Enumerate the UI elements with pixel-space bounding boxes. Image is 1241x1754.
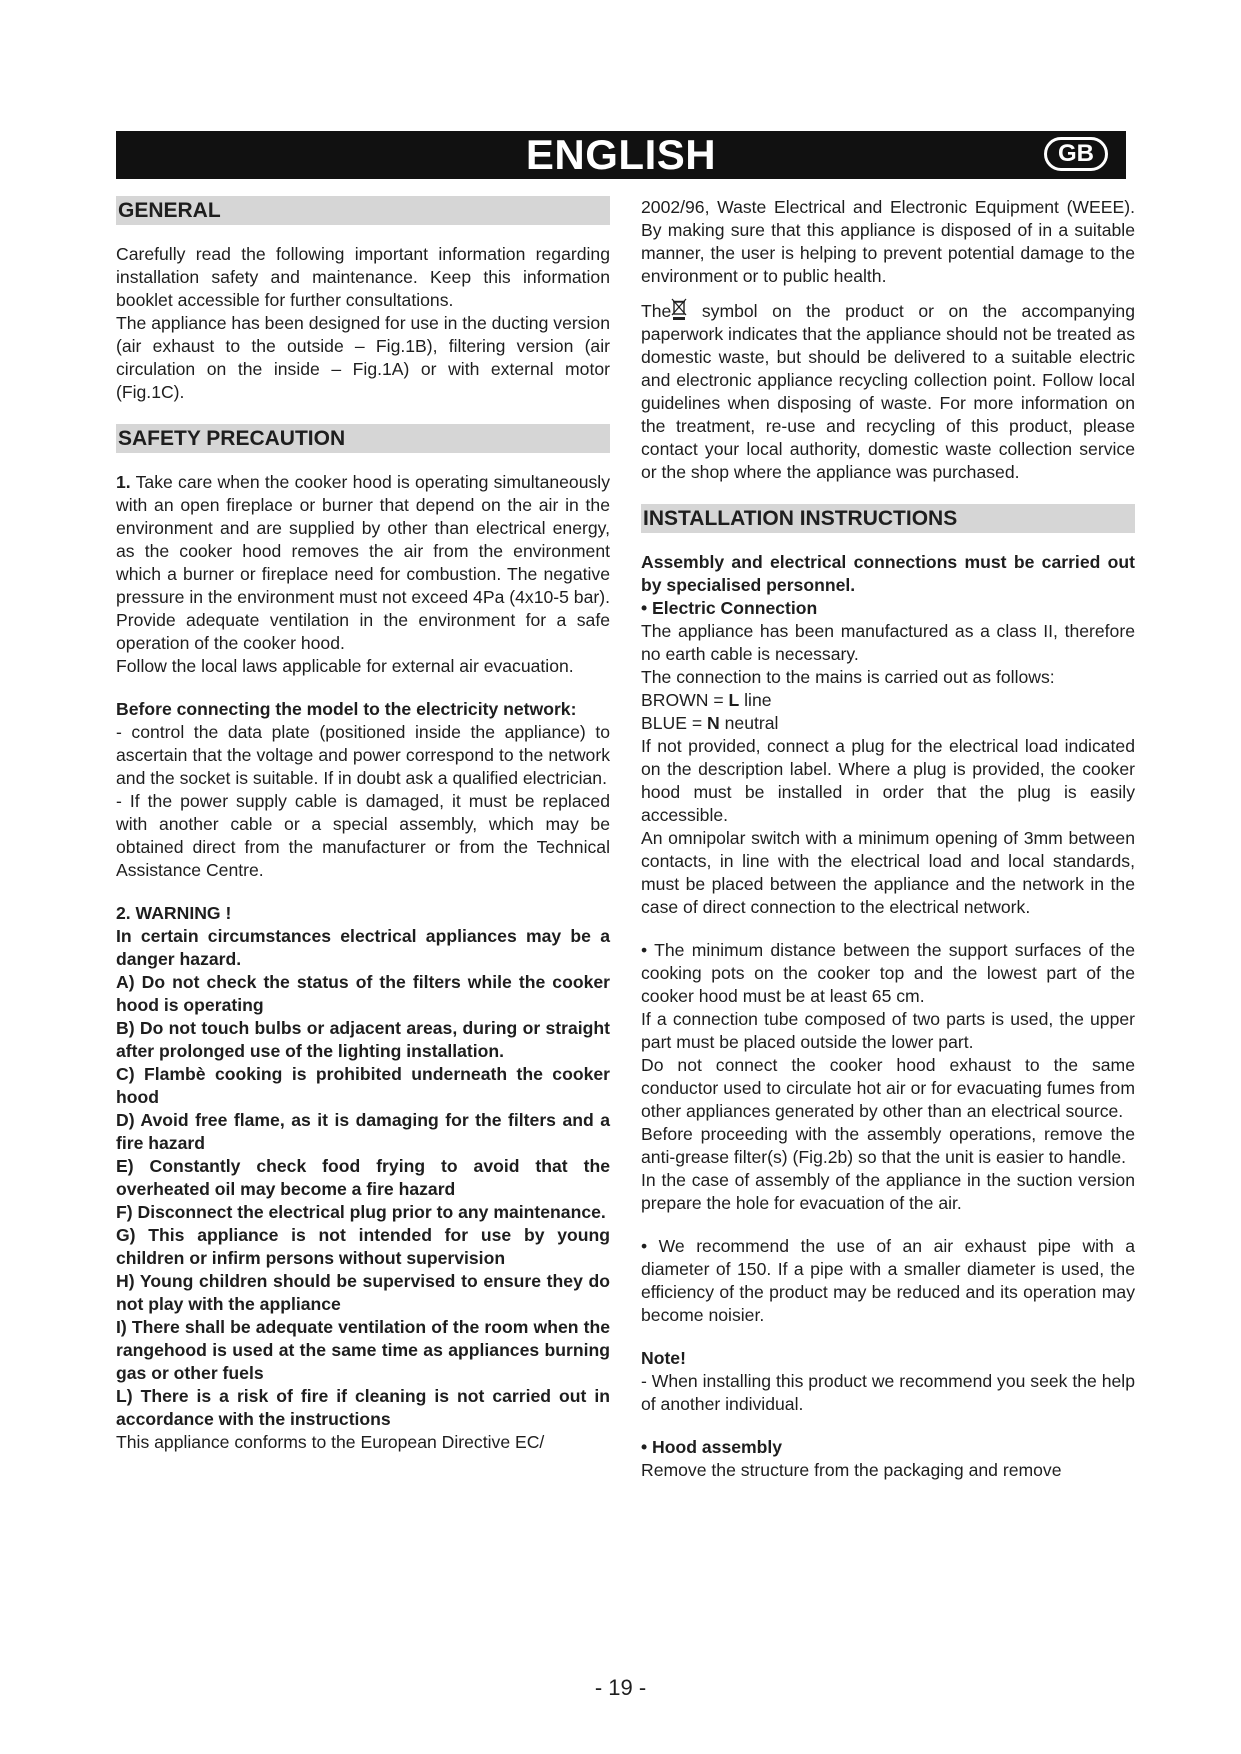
warning-item: L) There is a risk of fire if cleaning is not carried out in accordance with the instructions bbox=[116, 1386, 610, 1429]
weee-paragraph-2 bbox=[641, 298, 1135, 484]
crossed-bin-icon bbox=[671, 298, 687, 320]
connection-tube-paragraph: If a connection tube composed of two parts is used, the upper part must be placed outside the lower part. bbox=[641, 1009, 1135, 1052]
weee-prefix: The bbox=[641, 301, 672, 321]
minimum-distance-paragraph: • The minimum distance between the support surfaces of the cooking pots on the cooker top and the lowest part of the cooker hood must be at least 65 cm. bbox=[641, 940, 1135, 1006]
general-paragraph-1: Carefully read the following important information regarding installation safety and maintenance. Keep this information booklet accessible for further consultations. bbox=[116, 244, 610, 310]
general-heading: GENERAL bbox=[116, 196, 610, 225]
brown-desc: line bbox=[739, 690, 772, 710]
warning-heading: 2. WARNING ! bbox=[116, 903, 232, 923]
safety-paragraph-2: Follow the local laws applicable for external air evacuation. bbox=[116, 656, 574, 676]
safety-item-number: 1. bbox=[116, 472, 131, 492]
page-number: - 19 - bbox=[594, 1675, 647, 1700]
right-column bbox=[641, 196, 1135, 1482]
electric-connection-heading: • Electric Connection bbox=[641, 598, 818, 618]
weee-text: symbol on the product or on the accompanying paperwork indicates that the appliance should not be treated as domestic waste, but should be delivered to a suitable electric and electronic appliance recycling collection point. Follow local guidelines when disposing of waste. For more information on the treatment, re-use and recycling of this product, please contact your local authority, domestic waste collection service or the shop where the appliance was purchased. bbox=[641, 301, 1135, 482]
general-paragraph-2: The appliance has been designed for use in the ducting version (air exhaust to the outside – Fig.1B), filtering version (air circulation on the inside – Fig.1A) or with external motor (Fig.1C). bbox=[116, 313, 610, 402]
country-badge: GB bbox=[1044, 137, 1108, 171]
page-title: ENGLISH bbox=[525, 131, 717, 178]
blue-code: N bbox=[707, 713, 720, 733]
blue-wire-line bbox=[641, 712, 1135, 735]
weee-paragraph-1: 2002/96, Waste Electrical and Electronic Equipment (WEEE). By making sure that this appliance is disposed of in a suitable manner, the user is helping to prevent potential damage to the environment or to public health. bbox=[641, 197, 1135, 286]
warning-item: F) Disconnect the electrical plug prior to any maintenance. bbox=[116, 1202, 606, 1222]
directive-conformity: This appliance conforms to the European Directive EC/ bbox=[116, 1432, 545, 1452]
safety-item-text: Take care when the cooker hood is operating simultaneously with an open fireplace or burner that depend on the air in the environment and are supplied by other than electrical energy, as the cooker hood removes the air from the environment which a burner or fireplace need for combustion. The negative pressure in the environment must not exceed 4Pa (4x10-5 bar). Provide adequate ventilation in the environment for a safe operation of the cooker hood. bbox=[116, 472, 610, 653]
electric-paragraph-3: If not provided, connect a plug for the electrical load indicated on the description label. Where a plug is provided, the cooker hood must be installed in order that the plug is easily accessible. bbox=[641, 736, 1135, 825]
exhaust-pipe-paragraph: • We recommend the use of an air exhaust pipe with a diameter of 150. If a pipe with a smaller diameter is used, the efficiency of the product may be reduced and its operation may become noisier. bbox=[641, 1236, 1135, 1325]
brown-code: L bbox=[728, 690, 740, 710]
electric-paragraph-2: The connection to the mains is carried out as follows: bbox=[641, 667, 1055, 687]
hood-assembly-heading: • Hood assembly bbox=[641, 1437, 783, 1457]
note-text: - When installing this product we recommend you seek the help of another individual. bbox=[641, 1371, 1135, 1414]
exhaust-warning-paragraph: Do not connect the cooker hood exhaust to the same conductor used to circulate hot air or for evacuating fumes from other appliances generated by other than an electrical source. bbox=[641, 1055, 1135, 1121]
filter-removal-paragraph: Before proceeding with the assembly operations, remove the anti-grease filter(s) (Fig.2b) so that the unit is easier to handle. bbox=[641, 1124, 1135, 1167]
warning-item: D) Avoid free flame, as it is damaging for the filters and a fire hazard bbox=[116, 1110, 610, 1153]
safety-paragraph-1 bbox=[116, 471, 610, 655]
language-banner bbox=[116, 131, 1126, 179]
assembly-note: Assembly and electrical connections must be carried out by specialised personnel. bbox=[641, 552, 1135, 595]
warning-item: H) Young children should be supervised to ensure they do not play with the appliance bbox=[116, 1271, 610, 1314]
before-connecting-heading: Before connecting the model to the electricity network: bbox=[116, 699, 577, 719]
warning-item: G) This appliance is not intended for use by young children or infirm persons without supervision bbox=[116, 1225, 610, 1268]
before-connecting-item-1: - control the data plate (positioned inside the appliance) to ascertain that the voltage and power correspond to the network and the socket is suitable. If in doubt ask a qualified electrician. bbox=[116, 722, 610, 788]
warning-item: A) Do not check the status of the filters while the cooker hood is operating bbox=[116, 972, 610, 1015]
electric-paragraph-4: An omnipolar switch with a minimum opening of 3mm between contacts, in line with the electrical load and local standards, must be placed between the appliance and the network in the case of direct connection to the electrical network. bbox=[641, 828, 1135, 917]
warning-item: E) Constantly check food frying to avoid that the overheated oil may become a fire hazard bbox=[116, 1156, 610, 1199]
left-column bbox=[116, 196, 610, 1454]
brown-label: BROWN = bbox=[641, 690, 729, 710]
warning-item: B) Do not touch bulbs or adjacent areas, during or straight after prolonged use of the lighting installation. bbox=[116, 1018, 610, 1061]
safety-heading: SAFETY PRECAUTION bbox=[116, 424, 610, 453]
blue-desc: neutral bbox=[719, 713, 779, 733]
note-heading: Note! bbox=[641, 1348, 686, 1368]
warning-item: I) There shall be adequate ventilation of the room when the rangehood is used at the same time as appliances burning gas or other fuels bbox=[116, 1317, 610, 1383]
installation-heading: INSTALLATION INSTRUCTIONS bbox=[641, 504, 1135, 533]
hood-assembly-text: Remove the structure from the packaging and remove bbox=[641, 1460, 1062, 1480]
warning-item: C) Flambè cooking is prohibited underneath the cooker hood bbox=[116, 1064, 610, 1107]
electric-paragraph-1: The appliance has been manufactured as a class II, therefore no earth cable is necessary. bbox=[641, 621, 1135, 664]
before-connecting-item-2: - If the power supply cable is damaged, it must be replaced with another cable or a special assembly, which may be obtained direct from the manufacturer or from the Technical Assistance Centre. bbox=[116, 791, 610, 880]
brown-wire-line bbox=[641, 689, 1135, 712]
suction-version-paragraph: In the case of assembly of the appliance in the suction version prepare the hole for evacuation of the air. bbox=[641, 1170, 1135, 1213]
warning-intro: In certain circumstances electrical appliances may be a danger hazard. bbox=[116, 926, 610, 969]
blue-label: BLUE = bbox=[641, 713, 708, 733]
